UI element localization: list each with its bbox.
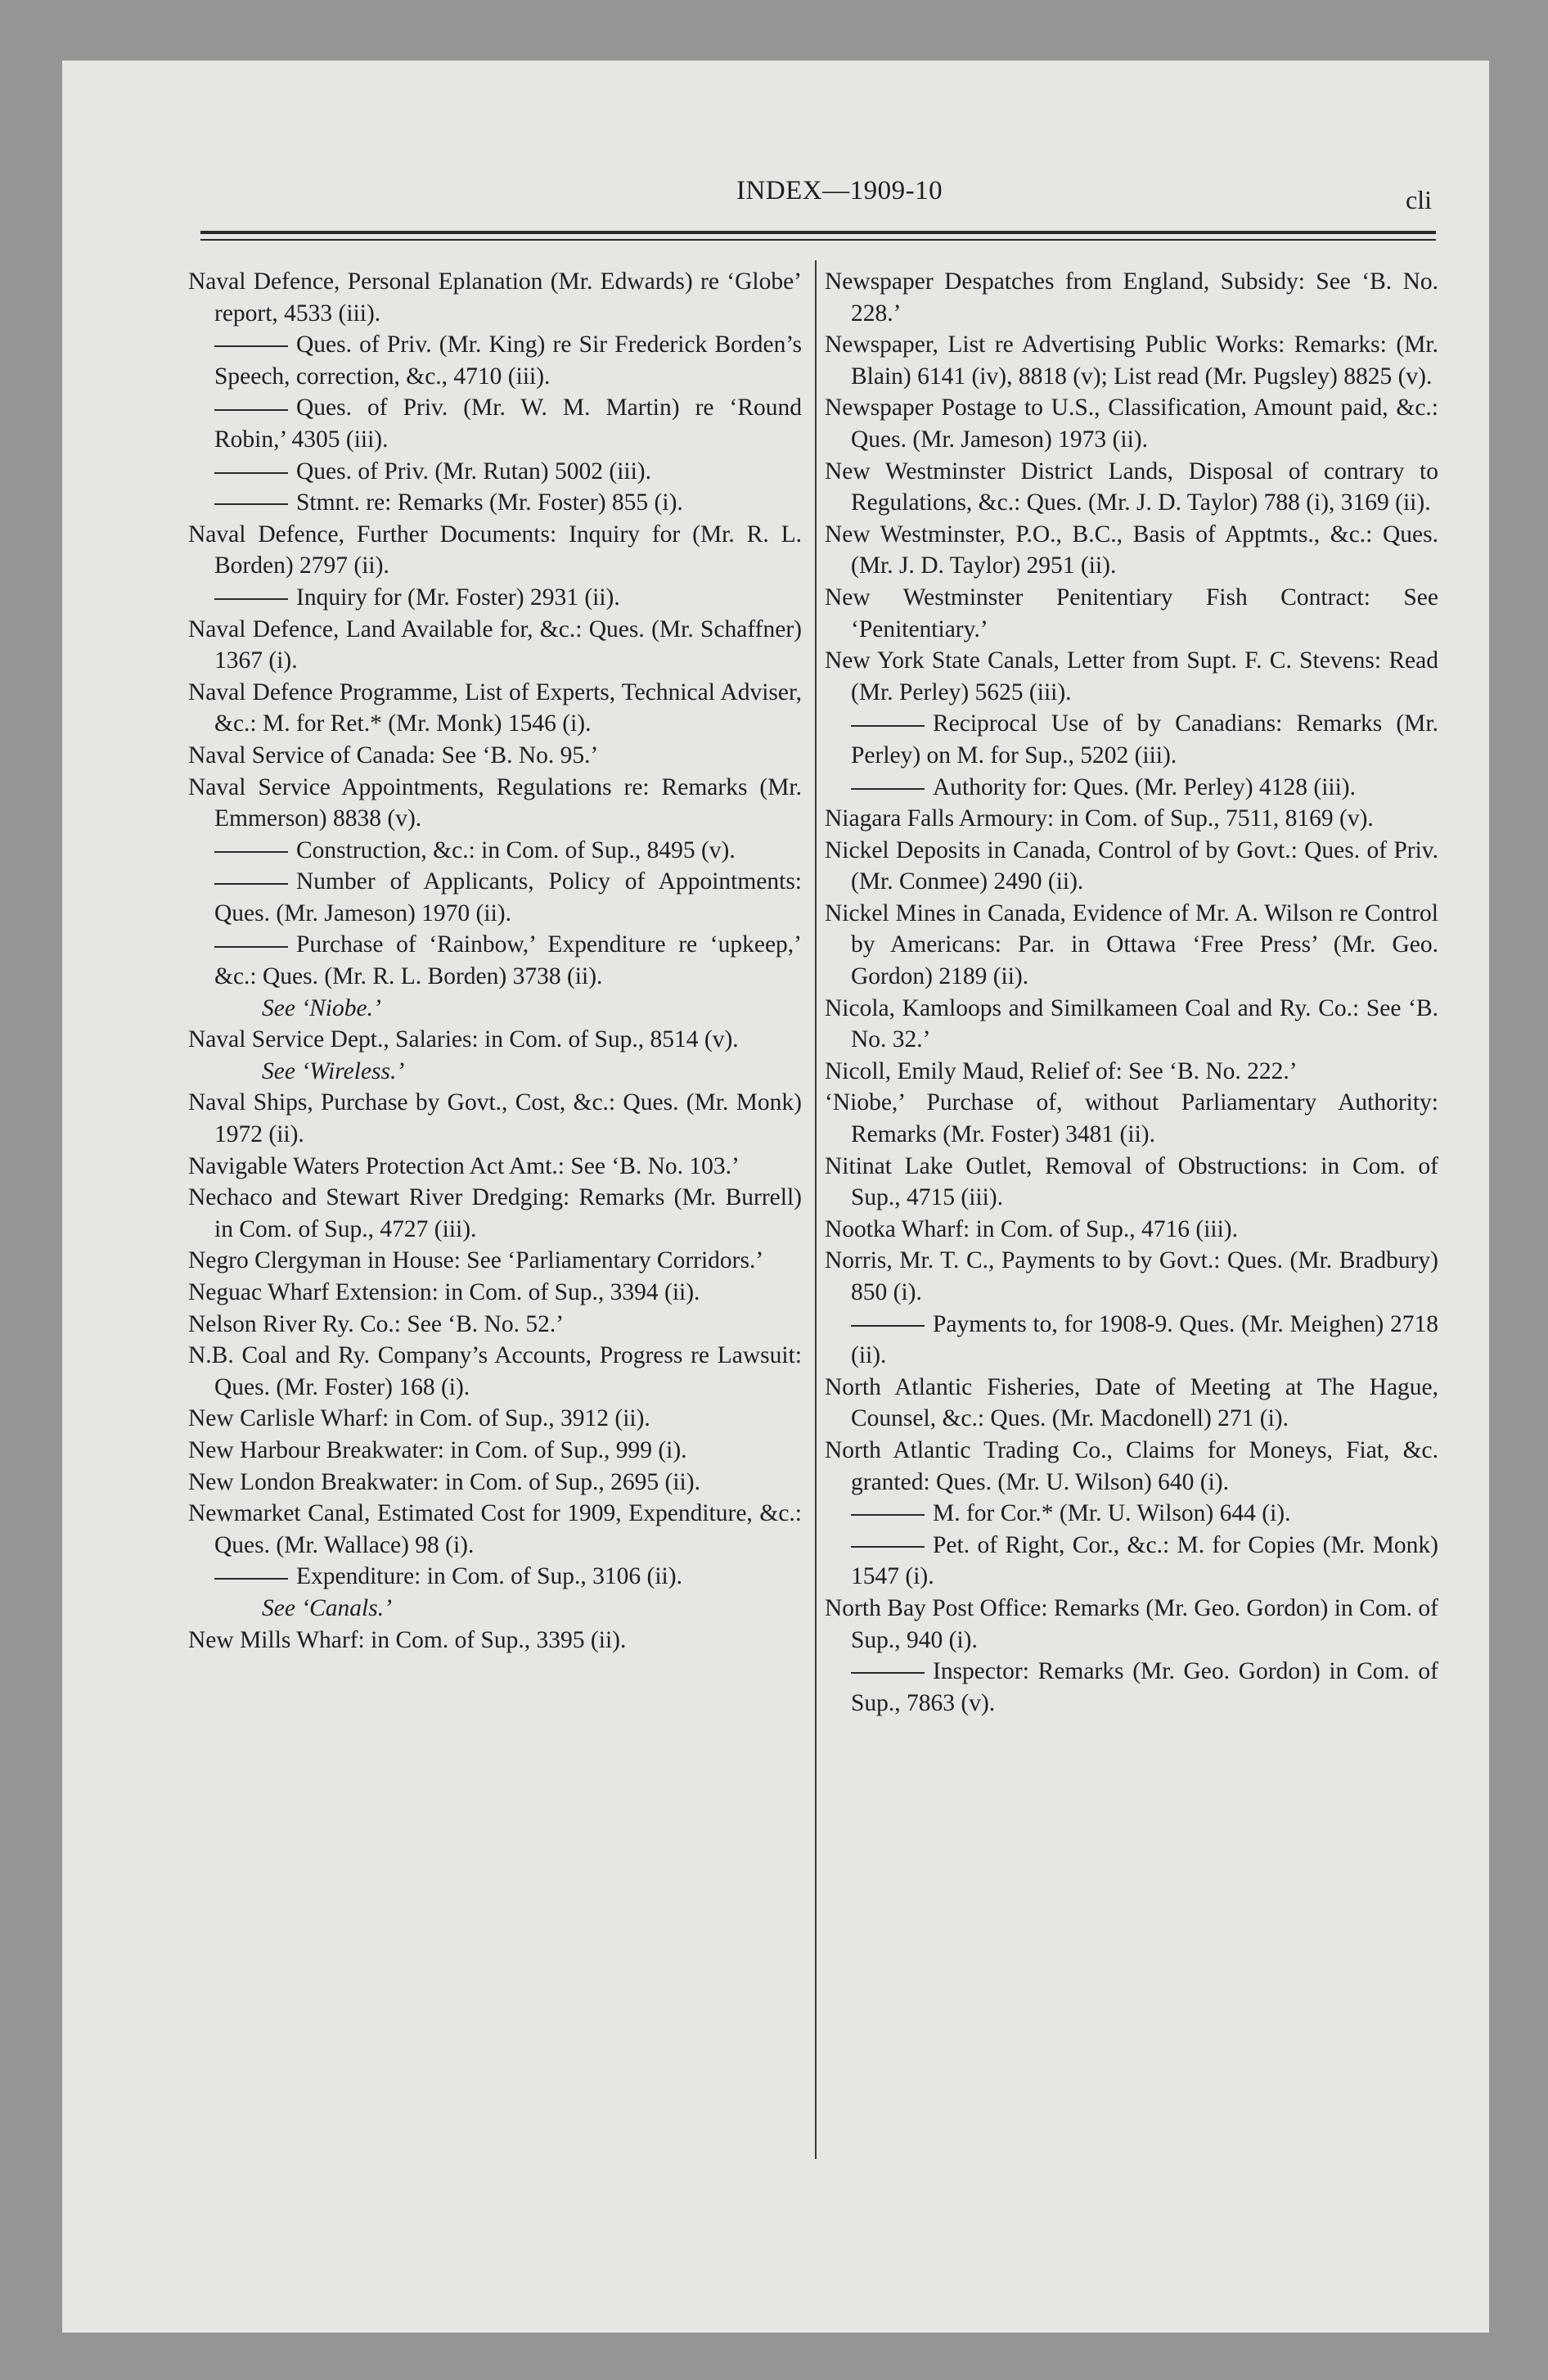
- entry-text: Ques. of Priv. (Mr. Rutan) 5002 (iii).: [296, 458, 651, 485]
- entry-text: Nechaco and Stewart River Dredging: Remarks (Mr. Burrell) in Com. of Sup., 4727 (iii).: [188, 1184, 802, 1242]
- ditto-dash: [851, 1546, 925, 1548]
- entry-text: Neguac Wharf Extension: in Com. of Sup., 3394 (ii).: [188, 1279, 700, 1305]
- entry-text: New Mills Wharf: in Com. of Sup., 3395 (ii).: [188, 1626, 627, 1653]
- entry-text: Naval Service of Canada: See ‘B. No. 95.’: [188, 741, 599, 769]
- index-entry: [188, 1151, 802, 1183]
- index-entry: [825, 266, 1438, 329]
- entry-text: New Harbour Breakwater: in Com. of Sup., 999 (i).: [188, 1436, 687, 1463]
- index-entry: [825, 993, 1438, 1056]
- index-cross-reference: [188, 1056, 802, 1088]
- entry-text: Inquiry for (Mr. Foster) 2931 (ii).: [296, 584, 620, 611]
- entry-text: Inspector: Remarks (Mr. Geo. Gordon) in Com. of Sup., 7863 (v).: [851, 1658, 1438, 1716]
- index-subentry: [188, 487, 802, 519]
- entry-text: Expenditure: in Com. of Sup., 3106 (ii).: [296, 1563, 682, 1590]
- index-subentry: [825, 1530, 1438, 1593]
- index-entry: [188, 1277, 802, 1309]
- entry-text: N.B. Coal and Ry. Company’s Accounts, Progress re Lawsuit: Ques. (Mr. Foster) 168 (i).: [188, 1342, 802, 1400]
- entry-text: Ques. of Priv. (Mr. W. M. Martin) re ‘Round Robin,’ 4305 (iii).: [214, 394, 802, 453]
- index-entry: [825, 1435, 1438, 1498]
- ditto-dash: [214, 851, 288, 853]
- ditto-dash: [214, 946, 288, 948]
- index-subentry: [188, 835, 802, 867]
- index-entry: [825, 1056, 1438, 1088]
- header-rule-thin: [200, 239, 1436, 241]
- entry-text: Authority for: Ques. (Mr. Perley) 4128 (iii).: [933, 773, 1356, 800]
- entry-text: Naval Service Dept., Salaries: in Com. of Sup., 8514 (v).: [188, 1026, 739, 1053]
- index-subentry: [188, 456, 802, 488]
- entry-text: New Westminster District Lands, Disposal of contrary to Regulations, &c.: Ques. (Mr. J. D. Taylor) 788 (i), 3169 (ii).: [825, 458, 1438, 516]
- index-entry: [825, 645, 1438, 708]
- index-subentry: [188, 929, 802, 992]
- index-subentry: [825, 772, 1438, 804]
- index-column-right: [825, 266, 1438, 1719]
- ditto-dash: [851, 725, 925, 727]
- entry-text: Pet. of Right, Cor., &c.: M. for Copies (Mr. Monk) 1547 (i).: [851, 1531, 1438, 1590]
- entry-text: Nicola, Kamloops and Similkameen Coal and Ry. Co.: See ‘B. No. 32.’: [825, 994, 1438, 1053]
- index-entry: [188, 1309, 802, 1341]
- entry-text: Naval Defence, Further Documents: Inquiry for (Mr. R. L. Borden) 2797 (ii).: [188, 521, 802, 579]
- column-divider: [815, 260, 817, 2159]
- entry-text: New Westminster Penitentiary Fish Contract: See ‘Penitentiary.’: [825, 584, 1438, 642]
- index-entry: [825, 329, 1438, 392]
- index-entry: [825, 898, 1438, 993]
- index-subentry: [825, 1656, 1438, 1719]
- entry-text: Nitinat Lake Outlet, Removal of Obstructions: in Com. of Sup., 4715 (iii).: [825, 1152, 1438, 1211]
- index-subentry: [825, 708, 1438, 771]
- entry-text: North Atlantic Fisheries, Date of Meeting at The Hague, Counsel, &c.: Ques. (Mr. Macdonell) 271 (i).: [825, 1373, 1438, 1432]
- index-entry: [188, 1024, 802, 1056]
- entry-text: Naval Defence, Personal Eplanation (Mr. Edwards) re ‘Globe’ report, 4533 (iii).: [188, 268, 802, 327]
- index-entry: [825, 456, 1438, 519]
- ditto-dash: [214, 345, 288, 347]
- entry-text: See ‘Wireless.’: [262, 1057, 405, 1084]
- index-entry: [188, 772, 802, 835]
- index-entry: [825, 1214, 1438, 1246]
- index-entry: [188, 1340, 802, 1403]
- entry-text: Navigable Waters Protection Act Amt.: See ‘B. No. 103.’: [188, 1152, 740, 1179]
- entry-text: See ‘Niobe.’: [262, 994, 381, 1021]
- entry-text: Newspaper Postage to U.S., Classification, Amount paid, &c.: Ques. (Mr. Jameson) 1973 (ii).: [825, 394, 1438, 453]
- index-entry: [188, 1498, 802, 1561]
- entry-text: Negro Clergyman in House: See ‘Parliamentary Corridors.’: [188, 1247, 764, 1274]
- entry-text: Number of Applicants, Policy of Appointments: Ques. (Mr. Jameson) 1970 (ii).: [214, 868, 802, 926]
- index-subentry: [188, 866, 802, 929]
- index-entry: [188, 1245, 802, 1277]
- ditto-dash: [851, 788, 925, 790]
- entry-text: See ‘Canals.’: [262, 1594, 392, 1621]
- entry-text: Payments to, for 1908-9. Ques. (Mr. Meighen) 2718 (ii).: [851, 1310, 1438, 1369]
- entry-text: Reciprocal Use of by Canadians: Remarks (Mr. Perley) on M. for Sup., 5202 (iii).: [851, 710, 1438, 769]
- entry-text: ‘Niobe,’ Purchase of, without Parliamentary Authority: Remarks (Mr. Foster) 3481 (ii).: [825, 1089, 1438, 1148]
- entry-text: New York State Canals, Letter from Supt. F. C. Stevens: Read (Mr. Perley) 5625 (iii).: [825, 647, 1438, 705]
- entry-text: Naval Ships, Purchase by Govt., Cost, &c.: Ques. (Mr. Monk) 1972 (ii).: [188, 1089, 802, 1148]
- index-entry: [188, 740, 802, 772]
- ditto-dash: [851, 1325, 925, 1327]
- index-subentry: [825, 1498, 1438, 1530]
- entry-text: Niagara Falls Armoury: in Com. of Sup., 7511, 8169 (v).: [825, 805, 1374, 832]
- entry-text: Naval Service Appointments, Regulations re: Remarks (Mr. Emmerson) 8838 (v).: [188, 773, 802, 832]
- index-entry: [825, 582, 1438, 645]
- entry-text: Norris, Mr. T. C., Payments to by Govt.: Ques. (Mr. Bradbury) 850 (i).: [825, 1247, 1438, 1305]
- index-cross-reference: [188, 993, 802, 1025]
- ditto-dash: [851, 1672, 925, 1674]
- index-subentry: [188, 582, 802, 614]
- index-entry: [825, 835, 1438, 898]
- index-entry: [188, 1087, 802, 1150]
- index-entry: [188, 614, 802, 677]
- index-cross-reference: [188, 1593, 802, 1625]
- index-entry: [825, 1372, 1438, 1435]
- index-entry: [188, 1467, 802, 1499]
- index-entry: [825, 803, 1438, 835]
- index-entry: [825, 1151, 1438, 1214]
- entry-text: Nelson River Ry. Co.: See ‘B. No. 52.’: [188, 1310, 565, 1337]
- index-subentry: [825, 1309, 1438, 1372]
- entry-text: New Westminster, P.O., B.C., Basis of Apptmts., &c.: Ques. (Mr. J. D. Taylor) 2951 (ii).: [825, 521, 1438, 579]
- entry-text: Naval Defence, Land Available for, &c.: Ques. (Mr. Schaffner) 1367 (i).: [188, 615, 802, 674]
- entry-text: North Atlantic Trading Co., Claims for Moneys, Fiat, &c. granted: Ques. (Mr. U. Wilson) 640 (i).: [825, 1436, 1438, 1495]
- entry-text: Stmnt. re: Remarks (Mr. Foster) 855 (i).: [296, 489, 683, 516]
- entry-text: Nickel Deposits in Canada, Control of by Govt.: Ques. of Priv. (Mr. Conmee) 2490 (ii).: [825, 836, 1438, 895]
- ditto-dash: [214, 409, 288, 411]
- entry-text: Newspaper Despatches from England, Subsidy: See ‘B. No. 228.’: [825, 268, 1438, 327]
- ditto-dash: [214, 1578, 288, 1580]
- ditto-dash: [214, 472, 288, 474]
- index-entry: [188, 519, 802, 582]
- entry-text: Naval Defence Programme, List of Experts, Technical Adviser, &c.: M. for Ret.* (Mr. Monk) 1546 (i).: [188, 678, 802, 737]
- ditto-dash: [851, 1514, 925, 1516]
- ditto-dash: [214, 503, 288, 505]
- entry-text: Nicoll, Emily Maud, Relief of: See ‘B. No. 222.’: [825, 1057, 1298, 1084]
- entry-text: Newmarket Canal, Estimated Cost for 1909, Expenditure, &c.: Ques. (Mr. Wallace) 98 (i).: [188, 1500, 802, 1558]
- index-subentry: [188, 1561, 802, 1593]
- entry-text: New Carlisle Wharf: in Com. of Sup., 3912 (ii).: [188, 1405, 650, 1432]
- header-rule-thick: [200, 231, 1436, 234]
- index-entry: [825, 1245, 1438, 1308]
- entry-text: Newspaper, List re Advertising Public Works: Remarks: (Mr. Blain) 6141 (iv), 8818 (v); List read (Mr. Pugsley) 8825 (v).: [825, 331, 1438, 390]
- index-entry: [188, 266, 802, 329]
- index-column-left: [188, 266, 802, 1656]
- entry-text: Purchase of ‘Rainbow,’ Expenditure re ‘upkeep,’ &c.: Ques. (Mr. R. L. Borden) 3738 (ii).: [214, 931, 802, 990]
- index-entry: [188, 1182, 802, 1245]
- index-entry: [188, 677, 802, 740]
- index-entry: [188, 1403, 802, 1435]
- ditto-dash: [214, 883, 288, 885]
- entry-text: M. for Cor.* (Mr. U. Wilson) 644 (i).: [933, 1500, 1291, 1527]
- entry-text: North Bay Post Office: Remarks (Mr. Geo. Gordon) in Com. of Sup., 940 (i).: [825, 1594, 1438, 1653]
- entry-text: Ques. of Priv. (Mr. King) re Sir Frederick Borden’s Speech, correction, &c., 4710 (iii).: [214, 331, 802, 390]
- index-subentry: [188, 329, 802, 392]
- index-entry: [825, 1087, 1438, 1150]
- entry-text: Construction, &c.: in Com. of Sup., 8495 (v).: [296, 836, 736, 863]
- index-subentry: [188, 392, 802, 455]
- entry-text: Nootka Wharf: in Com. of Sup., 4716 (iii).: [825, 1215, 1239, 1242]
- index-entry: [825, 519, 1438, 582]
- index-entry: [825, 1593, 1438, 1656]
- index-entry: [825, 392, 1438, 455]
- entry-text: Nickel Mines in Canada, Evidence of Mr. A. Wilson re Control by Americans: Par. in Ottawa ‘Free Press’ (Mr. Geo. Gordon) 2189 (ii).: [825, 899, 1438, 990]
- entry-text: New London Breakwater: in Com. of Sup., 2695 (ii).: [188, 1468, 700, 1495]
- index-entry: [188, 1625, 802, 1657]
- index-entry: [188, 1435, 802, 1467]
- ditto-dash: [214, 598, 288, 600]
- page-header-title: INDEX—1909-10: [736, 176, 943, 205]
- page-number: cli: [1406, 185, 1432, 214]
